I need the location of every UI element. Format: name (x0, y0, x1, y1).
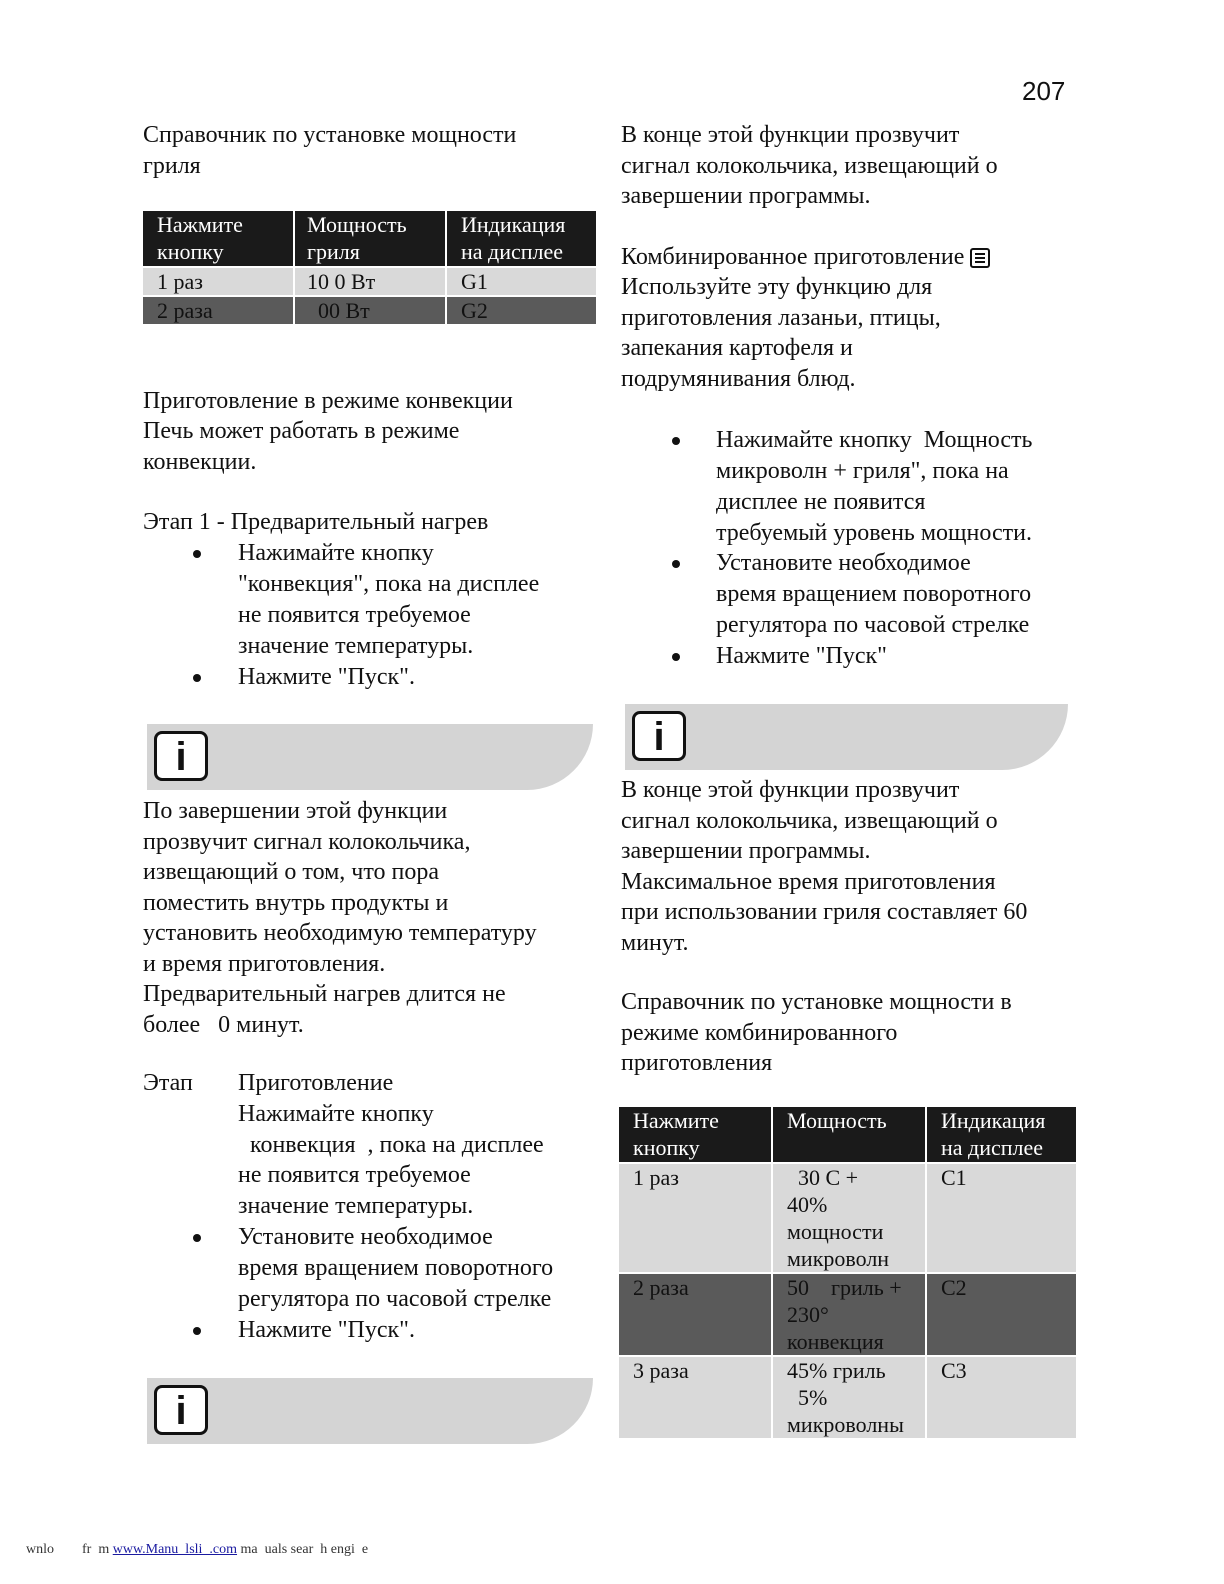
grill-table-title: Справочник по установке мощности гриля (143, 122, 517, 179)
info-icon: i (154, 1385, 208, 1435)
combination-text: Используйте эту функцию для приготовления лазаньи, птицы, запекания картофеля и подрумянивания блюд. (621, 274, 941, 392)
bullet-icon (193, 1234, 201, 1242)
list-item: Нажмите "Пуск" (716, 643, 887, 669)
stage2-title: Приготовление (238, 1070, 394, 1096)
page-number: 207 (1022, 76, 1066, 106)
info-note-bar (625, 704, 1068, 770)
bullet-icon (193, 1327, 201, 1335)
table-cell: 10 0 Вт (295, 268, 445, 295)
info-icon: i (632, 711, 686, 761)
convection-text: Печь может работать в режиме конвекции. (143, 418, 460, 475)
stage1-title: Этап 1 - Предварительный нагрев (143, 509, 489, 535)
table-cell: G2 (447, 297, 596, 324)
list-item: Нажмите "Пуск". (238, 664, 415, 690)
footer-link[interactable]: www.Manu lsli .com (112, 1542, 238, 1557)
table-header-cell: Нажмите кнопку (619, 1107, 771, 1162)
info-icon: i (154, 731, 208, 781)
bullet-icon (193, 550, 201, 558)
combination-mode-icon (970, 248, 990, 268)
convection-title: Приготовление в режиме конвекции (143, 388, 513, 414)
table-header-cell: Индикация на дисплее (447, 211, 596, 266)
combination-table-title: Справочник по установке мощности в режиме комбинированного приготовления (621, 989, 1012, 1076)
table-cell: C3 (927, 1357, 1076, 1438)
list-item: Нажимайте кнопку "конвекция", пока на дисплее не появится требуемое значение температуры. (238, 540, 540, 659)
table-cell: 30 С + 40% мощности микроволн (773, 1164, 925, 1272)
table-header-cell: Индикация на дисплее (927, 1107, 1076, 1162)
table-row: 1 раз (143, 268, 293, 295)
bullet-icon (672, 653, 680, 661)
footer-text: ma uals sear h engi e (237, 1542, 369, 1557)
table-row: 2 раза (143, 297, 293, 324)
table-header-cell: Мощность гриля (295, 211, 445, 266)
stage2-label: Этап (143, 1070, 193, 1096)
bullet-icon (193, 674, 201, 682)
table-cell: G1 (447, 268, 596, 295)
info-note-bar (147, 724, 593, 790)
table-row: 2 раза (619, 1274, 771, 1355)
list-item: Установите необходимое время вращением поворотного регулятора по часовой стрелке (238, 1224, 554, 1312)
table-cell: C1 (927, 1164, 1076, 1272)
end-of-function-text: В конце этой функции прозвучит сигнал колокольчика, извещающий о завершении программы. (621, 122, 998, 209)
footer-text: wnlo fr m (26, 1542, 113, 1557)
list-item: Нажимайте кнопку Мощность микроволн + гриля", пока на дисплее не появится требуемый уровень мощности. (716, 427, 1033, 546)
table-header-cell: Мощность (773, 1107, 925, 1162)
info-note-text: По завершении этой функции прозвучит сигнал колокольчика, извещающий о том, что пора поместить внутрь продукты и установить необходимую температуру и время приготовления. Предварительный нагрев длится не более 0 минут. (143, 798, 537, 1038)
info-note-bar (147, 1378, 593, 1444)
info-note-text: В конце этой функции прозвучит сигнал колокольчика, извещающий о завершении программы. Максимальное время приготовления при использовании гриля составляет 60 минут. (621, 777, 1028, 956)
table-cell: 50 гриль + 230° конвекция (773, 1274, 925, 1355)
table-row: 3 раза (619, 1357, 771, 1438)
list-item: Установите необходимое время вращением поворотного регулятора по часовой стрелке (716, 550, 1032, 638)
table-row: 1 раз (619, 1164, 771, 1272)
table-cell: 45% гриль 5% микроволны (773, 1357, 925, 1438)
combination-title: Комбинированное приготовление (621, 242, 990, 273)
table-cell: C2 (927, 1274, 1076, 1355)
table-header-cell: Нажмите кнопку (143, 211, 293, 266)
table-cell: 00 Вт (295, 297, 445, 324)
stage2-text: Нажимайте кнопку конвекция , пока на дисплее не появится требуемое значение температуры. (238, 1101, 544, 1219)
bullet-icon (672, 437, 680, 445)
footer (26, 1542, 368, 1558)
bullet-icon (672, 560, 680, 568)
list-item: Нажмите "Пуск". (238, 1317, 415, 1343)
